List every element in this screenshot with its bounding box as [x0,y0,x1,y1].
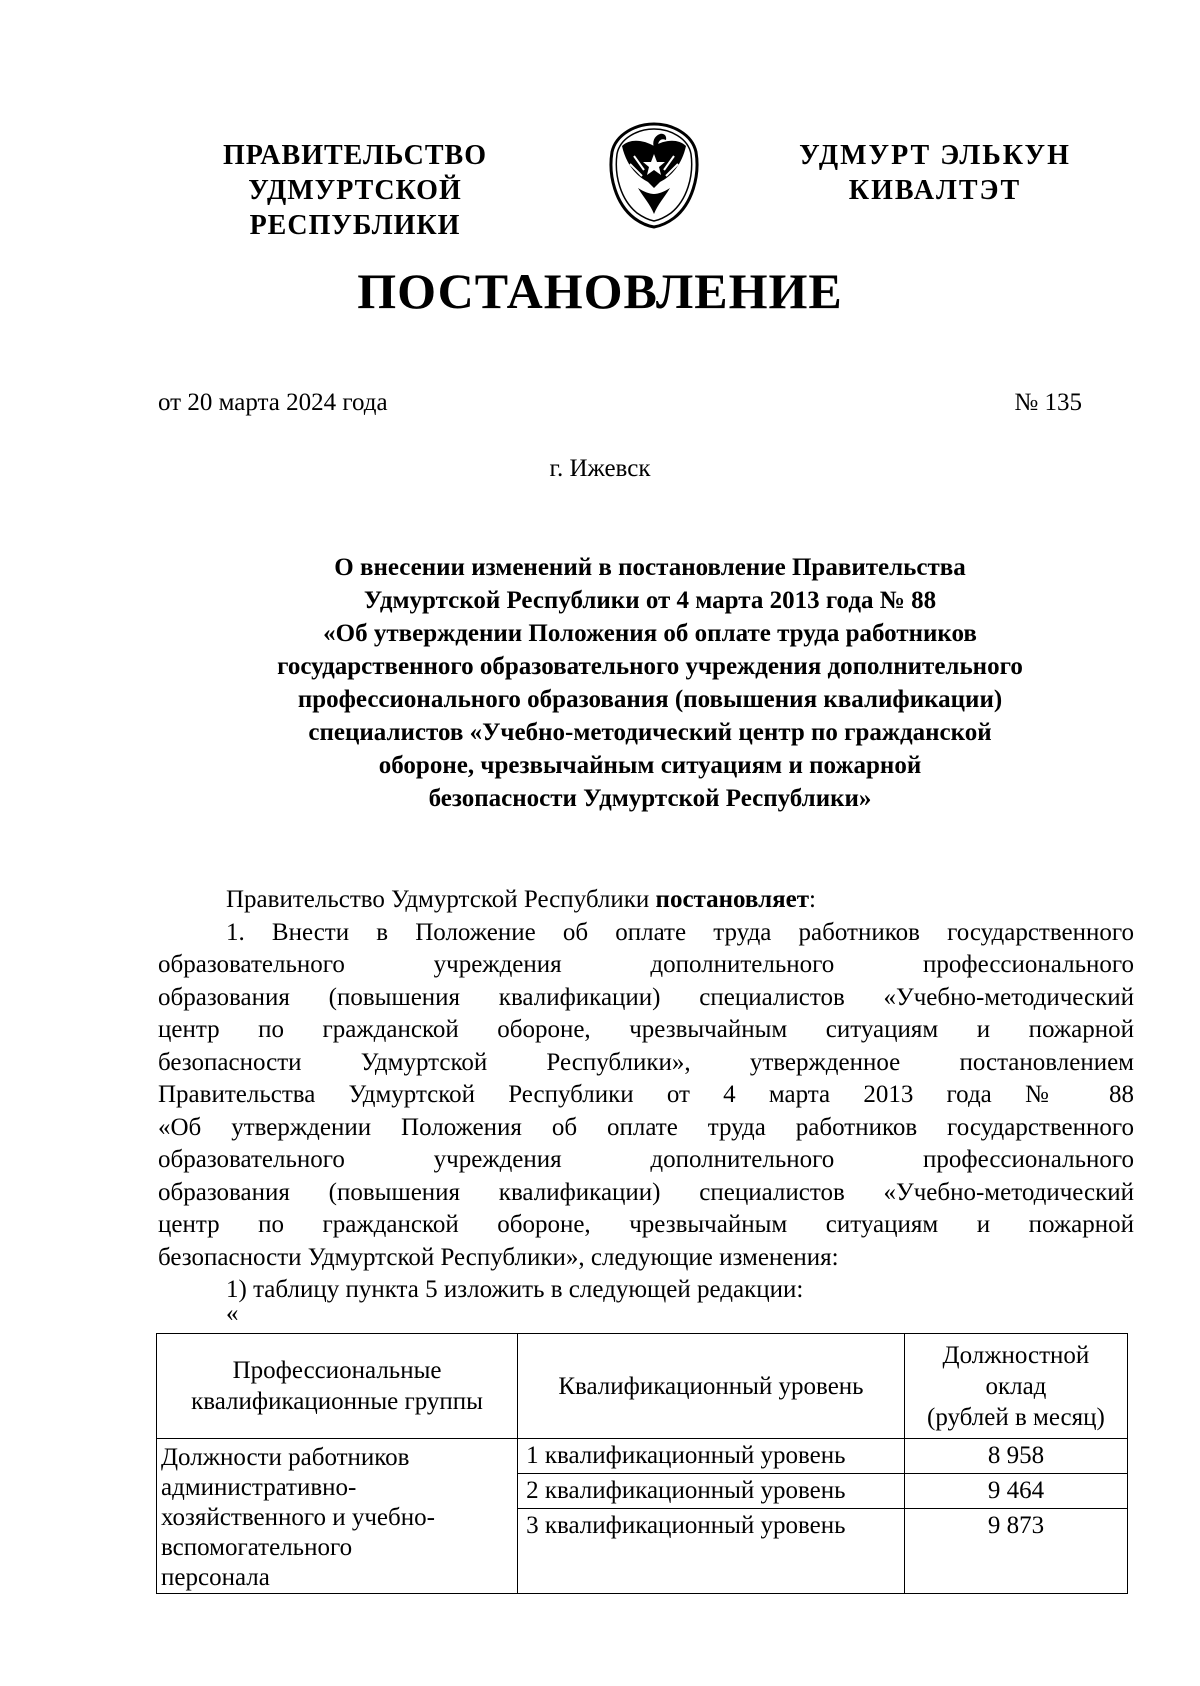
body-line: центр по гражданской обороне, чрезвычайным ситуациям и пожарной [158,1016,1134,1043]
title-line: специалистов «Учебно-методический центр по гражданской [308,719,992,746]
header-left-line: УДМУРТСКОЙ РЕСПУБЛИКИ [248,175,462,241]
title-line: О внесении изменений в постановление Правительства [334,554,966,581]
intro-end: : [809,886,816,913]
body-line: безопасности Удмуртской Республики», утвержденное постановлением [158,1048,1134,1076]
title-line: «Об утверждении Положения об оплате труда работников [323,620,977,647]
document-date: от 20 марта 2024 года [158,389,388,416]
salary-table [156,1333,1128,1594]
level-1: 1 квалификационный уровень [518,1439,904,1474]
document-city: г. Ижевск [549,455,651,482]
header-professional-groups: Профессиональные квалификационные группы [157,1334,518,1439]
level-2: 2 квалификационный уровень [518,1474,904,1509]
title-line: государственного образовательного учреждения дополнительного [277,653,1023,680]
item-1: 1) таблицу пункта 5 изложить в следующей редакции: [226,1276,804,1303]
coat-of-arms-swan-emblem-icon [604,118,704,230]
level-3: 3 квалификационный уровень [526,1512,846,1539]
table-row [157,1439,1128,1594]
title-line: Удмуртской Республики от 4 марта 2013 года № 88 [363,587,937,614]
header-right-line: КИВАЛТЭТ [848,175,1022,206]
group-cell: Должности работников административно- хозяйственного и учебно- вспомогательного персонала [157,1439,518,1594]
header-qualification-level: Квалификационный уровень [518,1334,905,1439]
government-name-russian [140,138,570,243]
document-title [160,551,1140,815]
header-salary: Должностной оклад (рублей в месяц) [904,1334,1127,1439]
body-line: центр по гражданской обороне, чрезвычайным ситуациям и пожарной [158,1211,1134,1238]
levels-cell [518,1439,905,1594]
salary-3: 9 873 [987,1512,1045,1539]
salary-1: 8 958 [905,1439,1127,1474]
document-number: № 135 [1014,389,1082,416]
salaries-cell [904,1439,1127,1594]
body-line: образовательного учреждения дополнительного профессионального [158,951,1134,978]
intro-text: Правительство Удмуртской Республики [226,886,656,913]
body-line: образования (повышения квалификации) специалистов «Учебно-методический [158,983,1134,1011]
title-line: безопасности Удмуртской Республики» [428,785,872,812]
body-line: Правительства Удмуртской Республики от 4 марта 2013 года № 88 [158,1081,1134,1108]
document-type-heading: ПОСТАНОВЛЕНИЕ [357,263,843,319]
salary-2: 9 464 [905,1474,1127,1509]
body-line: образовательного учреждения дополнительного профессионального [158,1146,1134,1173]
body-line: безопасности Удмуртской Республики», следующие изменения: [158,1243,839,1271]
body-line: образования (повышения квалификации) специалистов «Учебно-методический [158,1178,1134,1206]
title-line: обороне, чрезвычайным ситуациям и пожарной [378,752,922,779]
title-line: профессионального образования (повышения квалификации) [297,686,1003,713]
table-open-quote: « [226,1300,239,1327]
header-left-line: ПРАВИТЕЛЬСТВО [223,140,487,171]
intro-bold-verb: постановляет [655,886,810,913]
header-right-line: УДМУРТ ЭЛЬКУН [799,140,1071,171]
resolution-intro [158,884,1134,917]
body-line: «Об утверждении Положения об оплате труда работников государственного [158,1113,1134,1141]
body-line: 1. Внести в Положение об оплате труда работников государственного [226,918,1134,946]
table-header-row [157,1334,1128,1439]
document-body [158,884,1134,1307]
government-name-udmurt [790,138,1080,208]
